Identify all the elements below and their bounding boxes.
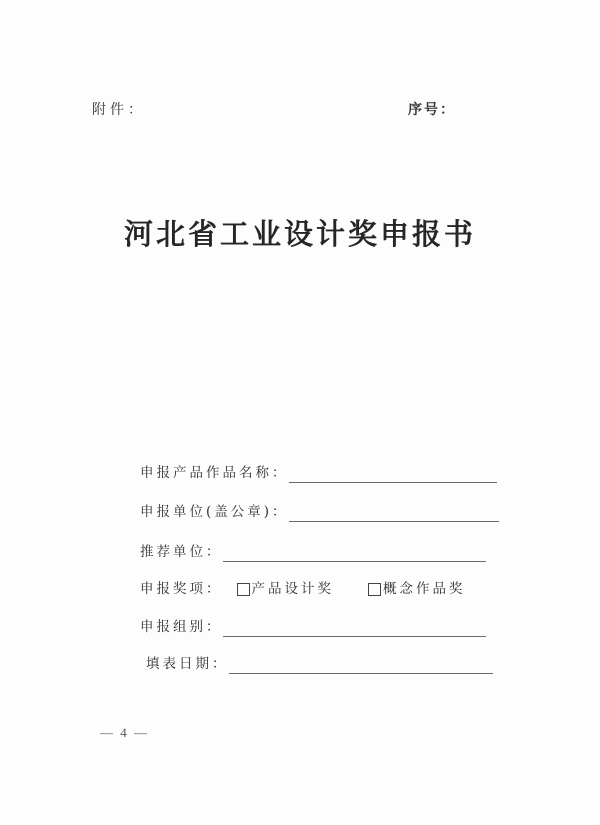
group-row bbox=[140, 613, 486, 637]
serial-number-label: 序号： bbox=[408, 102, 456, 118]
checkbox-icon[interactable] bbox=[368, 583, 381, 596]
fill-date-row bbox=[146, 650, 493, 674]
applicant-unit-field[interactable] bbox=[289, 503, 499, 522]
checkbox-icon[interactable] bbox=[237, 583, 250, 596]
award-row bbox=[140, 575, 466, 599]
award-option-label: 产品设计奖 bbox=[251, 581, 334, 597]
attachment-label: 附件： bbox=[92, 102, 146, 118]
fill-date-field[interactable] bbox=[229, 655, 493, 674]
fill-date-label: 填表日期： bbox=[146, 656, 229, 672]
applicant-unit-label: 申报单位(盖公章)： bbox=[140, 504, 289, 520]
product-name-label: 申报产品作品名称： bbox=[140, 465, 289, 481]
document-title: 河北省工业设计奖申报书 bbox=[123, 217, 476, 251]
award-label: 申报奖项： bbox=[140, 581, 223, 597]
recommend-unit-row bbox=[140, 538, 486, 562]
award-option-product-design[interactable] bbox=[237, 579, 335, 599]
product-name-field[interactable] bbox=[289, 464, 497, 483]
product-name-row bbox=[140, 459, 497, 483]
group-label: 申报组别： bbox=[140, 619, 223, 635]
recommend-unit-field[interactable] bbox=[223, 543, 486, 562]
recommend-unit-label: 推荐单位： bbox=[140, 544, 223, 560]
applicant-unit-row bbox=[140, 498, 499, 522]
page-number: — 4 — bbox=[100, 725, 149, 740]
award-option-concept-work[interactable] bbox=[368, 579, 466, 599]
award-option-label: 概念作品奖 bbox=[383, 581, 466, 597]
group-field[interactable] bbox=[223, 618, 486, 637]
